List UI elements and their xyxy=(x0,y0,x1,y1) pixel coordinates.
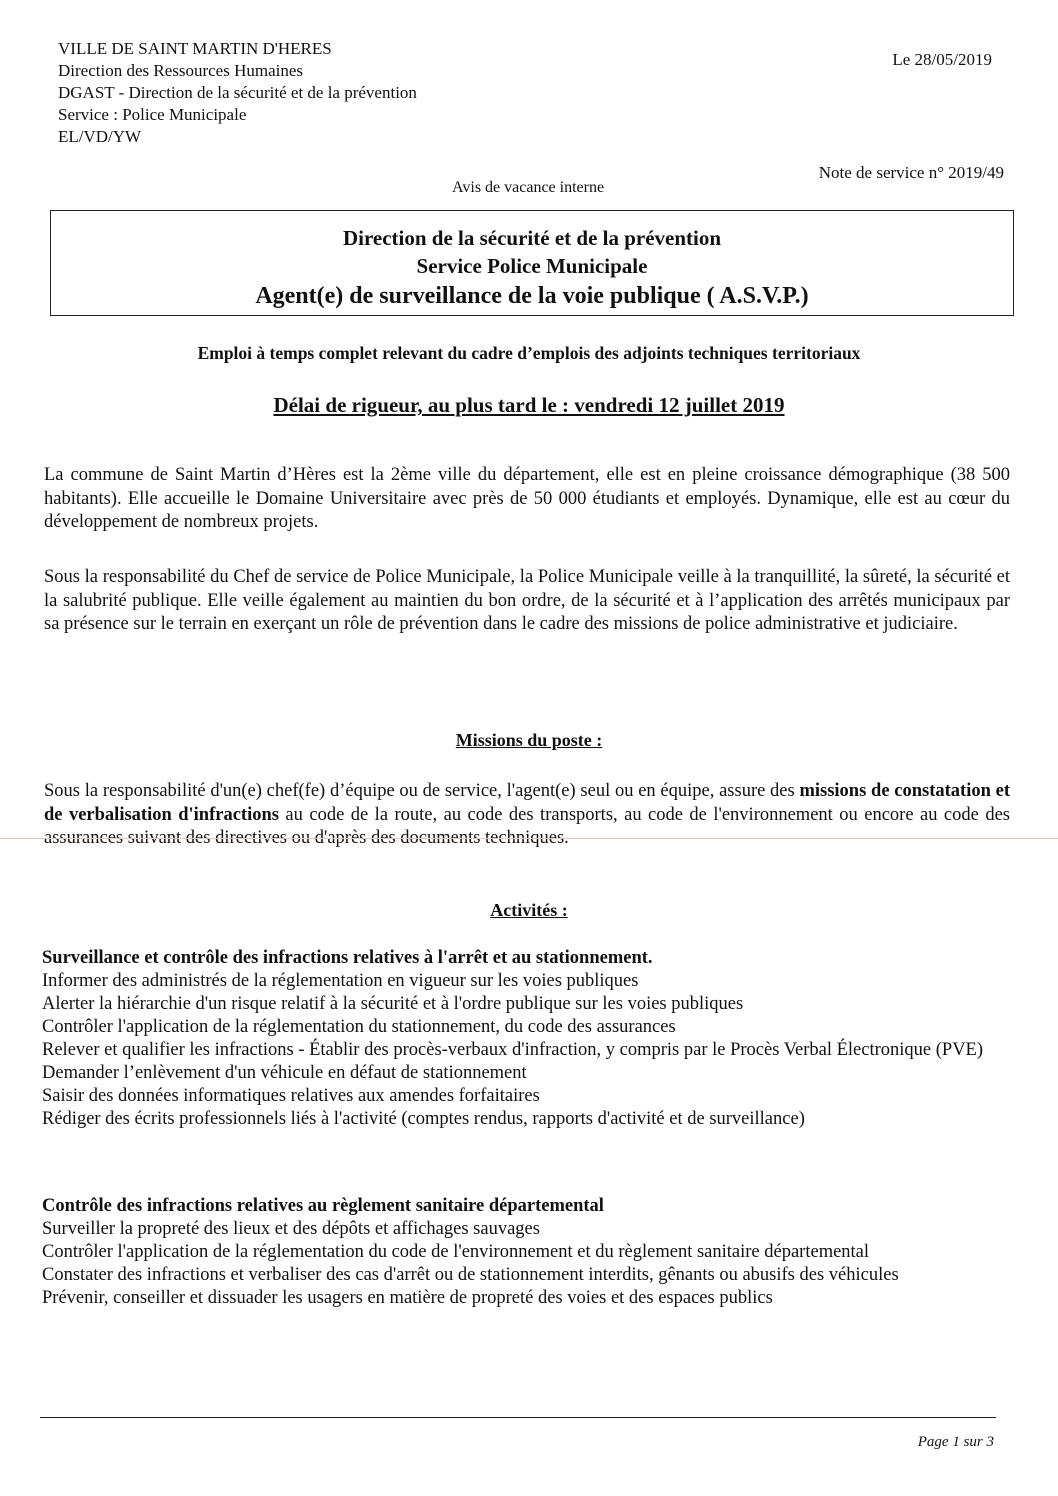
employment-type: Emploi à temps complet relevant du cadre d’emplois des adjoints techniques territoriaux xyxy=(197,343,861,363)
missions-paragraph xyxy=(44,780,1010,851)
page-number: Page 1 sur 3 xyxy=(917,1434,994,1450)
activity-block-sanitary xyxy=(42,1195,1012,1310)
deadline: Délai de rigueur, au plus tard le : vendredi 12 juillet 2019 xyxy=(273,393,785,417)
activity-block-title: Contrôle des infractions relatives au règlement sanitaire départemental xyxy=(42,1196,604,1216)
header-line: Direction des Ressources Humaines xyxy=(58,61,304,80)
header-line: Service : Police Municipale xyxy=(58,105,247,124)
activity-item: Constater des infractions et verbaliser des cas d'arrêt ou de stationnement interdits, gênants ou abusifs des véhicules xyxy=(42,1265,899,1285)
activity-item: Rédiger des écrits professionnels liés à l'activité (comptes rendus, rapports d'activité et de surveillance) xyxy=(42,1109,805,1129)
header-line: VILLE DE SAINT MARTIN D'HERES xyxy=(58,39,332,58)
title-service: Service Police Municipale xyxy=(416,254,648,278)
vacancy-notice-label: Avis de vacance interne xyxy=(452,179,605,196)
activity-item: Contrôler l'application de la réglementation du stationnement, du code des assurances xyxy=(42,1017,676,1037)
service-note-number: Note de service n° 2019/49 xyxy=(818,163,1004,182)
missions-heading: Missions du poste : xyxy=(455,730,603,750)
activity-item: Saisir des données informatiques relatives aux amendes forfaitaires xyxy=(42,1086,540,1106)
activities-heading: Activités : xyxy=(490,900,568,920)
footer-divider xyxy=(40,1417,996,1418)
header-line: EL/VD/YW xyxy=(58,127,142,146)
activity-item: Surveiller la propreté des lieux et des dépôts et affichages sauvages xyxy=(42,1219,540,1239)
document-date: Le 28/05/2019 xyxy=(892,50,992,69)
missions-text: au code de la route, au code des transports, au code de l'environnement ou encore au code des assurances suivant des directives ou d'après des documents techniques. xyxy=(44,804,1010,848)
intro-paragraph: La commune de Saint Martin d’Hères est la 2ème ville du département, elle est en pleine croissance démographique (38 500 habitants). Elle accueille le Domaine Universitaire avec près de 50 000 étudiants et employés. Dynamique, elle est au cœur du développement de nombreux projets. xyxy=(44,465,1010,532)
header-address-block xyxy=(58,38,417,148)
police-paragraph: Sous la responsabilité du Chef de service de Police Municipale, la Police Municipale veille à la tranquillité, la sûreté, la sécurité et la salubrité publique. Elle veille également au maintien du bon ordre, de la sécurité et à l’application des arrêtés municipaux par sa présence sur le terrain en exerçant un rôle de prévention dans le cadre des missions de police administrative et judiciaire. xyxy=(44,567,1010,634)
activity-item: Contrôler l'application de la réglementation du code de l'environnement et du règlement sanitaire départemental xyxy=(42,1242,870,1262)
activity-block-title: Surveillance et contrôle des infractions relatives à l'arrêt et au stationnement. xyxy=(42,948,653,968)
header-line: DGAST - Direction de la sécurité et de la prévention xyxy=(58,83,417,102)
activity-item: Prévenir, conseiller et dissuader les usagers en matière de propreté des voies et des espaces publics xyxy=(42,1288,773,1308)
scan-artifact-line xyxy=(0,838,1058,839)
activity-item: Alerter la hiérarchie d'un risque relatif à la sécurité et à l'ordre publique sur les voies publiques xyxy=(42,994,744,1014)
title-position: Agent(e) de surveillance de la voie publique ( A.S.V.P.) xyxy=(255,283,809,309)
activity-item: Relever et qualifier les infractions - Établir des procès-verbaux d'infraction, y compris par le Procès Verbal Électronique (PVE) xyxy=(42,1040,984,1060)
activity-block-parking xyxy=(42,947,1012,1131)
missions-text-bold: missions de constatation et de verbalisation d'infractions xyxy=(44,781,1011,825)
activity-item: Demander l’enlèvement d'un véhicule en défaut de stationnement xyxy=(42,1063,527,1083)
missions-text: Sous la responsabilité d'un(e) chef(fe) d’équipe ou de service, l'agent(e) seul ou en équipe, assure des xyxy=(44,781,800,801)
activity-item: Informer des administrés de la réglementation en vigueur sur les voies publiques xyxy=(42,971,639,991)
title-direction: Direction de la sécurité et de la prévention xyxy=(342,226,722,250)
